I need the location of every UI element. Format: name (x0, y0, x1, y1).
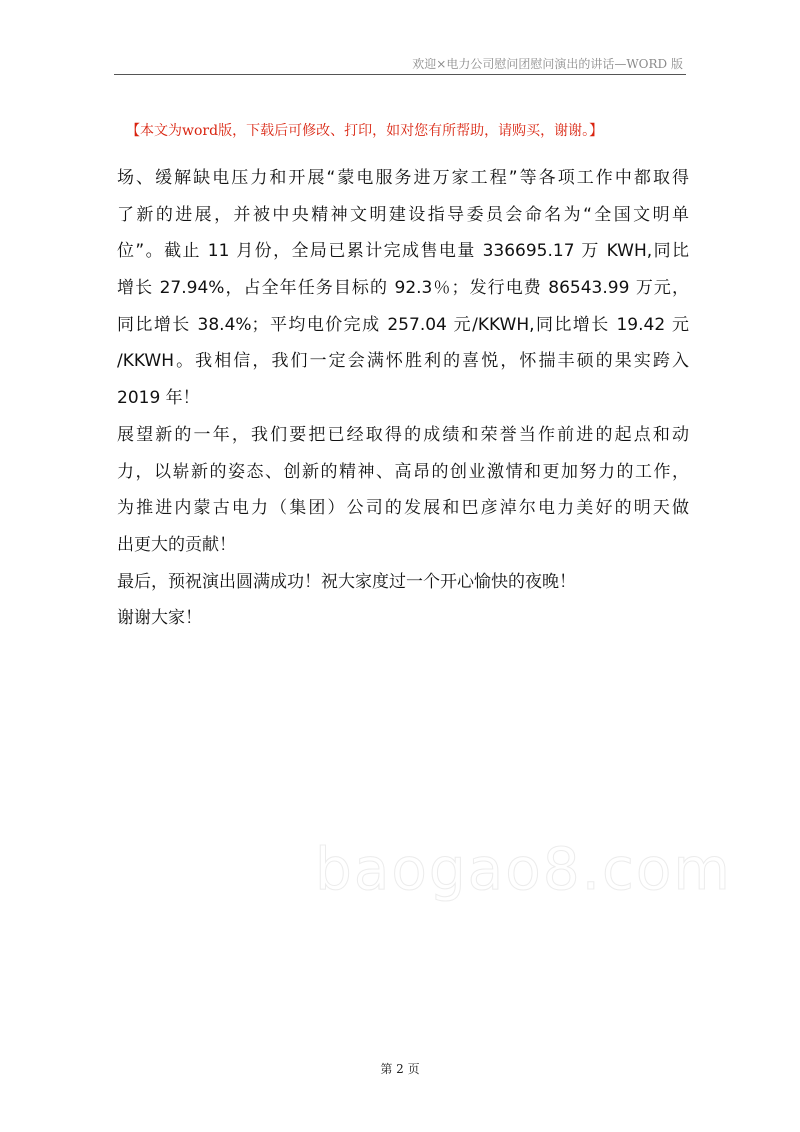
header-divider (114, 74, 686, 75)
body-line: 为推进内蒙古电力（集团）公司的发展和巴彦淖尔电力美好的明天做 (117, 498, 689, 519)
speech-body (117, 160, 689, 637)
body-line: 谢谢大家！ (117, 608, 202, 629)
body-line: 2019 年！ (117, 388, 200, 409)
running-header-title: 欢迎×电力公司慰问团慰问演出的讲话—WORD 版 (412, 57, 683, 71)
body-line: 场、缓解缺电压力和开展“蒙电服务进万家工程”等各项工作中都取得 (117, 168, 689, 188)
body-line: 展望新的一年，我们要把已经取得的成绩和荣誉当作前进的起点和动 (117, 424, 689, 445)
body-line: 了新的进展，并被中央精神文明建设指导委员会命名为“全国文明单 (117, 204, 689, 225)
body-line: 出更大的贡献！ (117, 534, 236, 555)
body-line: 位”。截止 11 月份，全局已累计完成售电量 336695.17 万 KWH,同比 (117, 241, 689, 262)
body-line: 力，以崭新的姿态、创新的精神、高昂的创业激情和更加努力的工作， (117, 461, 689, 482)
body-line: 最后，预祝演出圆满成功！祝大家度过一个开心愉快的夜晚！ (117, 571, 576, 592)
download-notice: 【本文为word版，下载后可修改、打印，如对您有所帮助，请购买，谢谢。】 (126, 123, 604, 139)
body-line: /KKWH。我相信，我们一定会满怀胜利的喜悦，怀揣丰硕的果实跨入 (117, 351, 689, 372)
site-watermark: baogao8.com (315, 835, 732, 903)
body-line: 同比增长 38.4%；平均电价完成 257.04 元/KKWH,同比增长 19.42 元 (117, 314, 689, 335)
page-number: 第 2 页 (380, 1062, 420, 1076)
body-line: 增长 27.94%，占全年任务目标的 92.3％；发行电费 86543.99 万元， (117, 278, 689, 299)
